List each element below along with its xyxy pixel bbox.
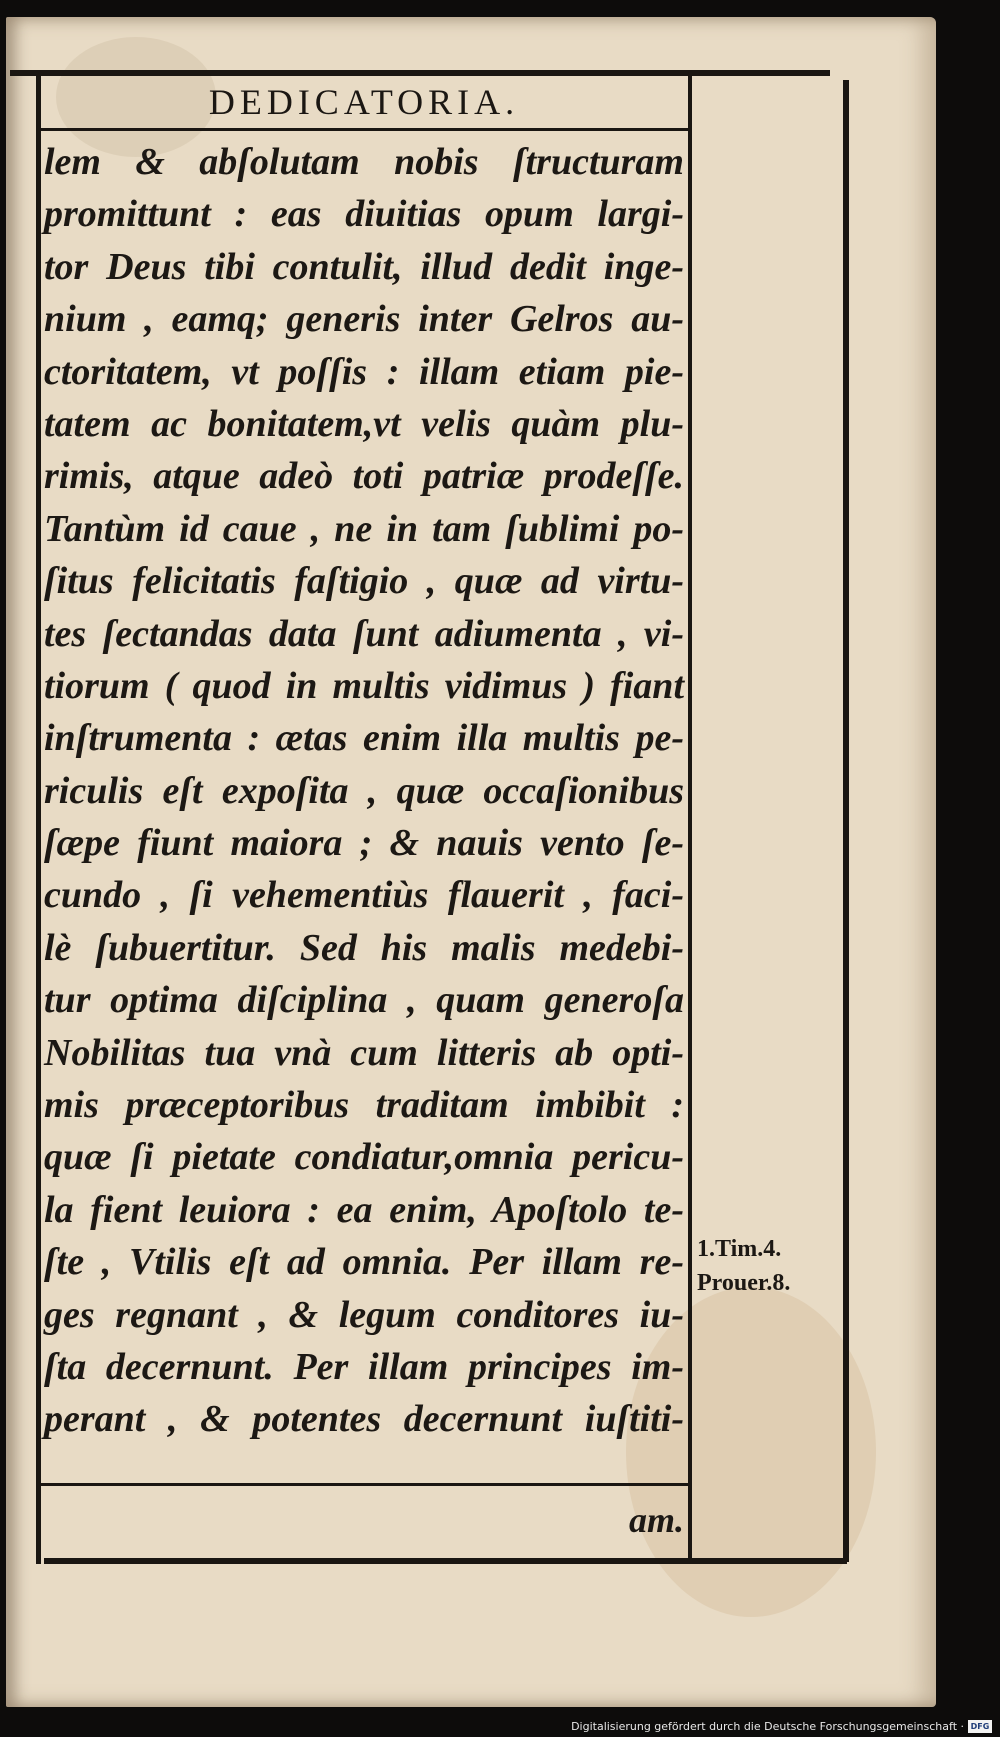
text-line: Tantùm id caue , ne in tam ſublimi po- <box>44 507 684 550</box>
text-line: riculis eſt expoſita , quæ occaſionibus <box>44 769 684 812</box>
top-rule <box>10 70 830 76</box>
text-line: ſta decernunt. Per illam principes im- <box>44 1345 684 1388</box>
text-line: ſte , Vtilis eſt ad omnia. Per illam re- <box>44 1241 684 1284</box>
text-line: perant , & potentes decernunt iuſtiti- <box>44 1398 684 1441</box>
text-line: ſæpe fiunt maiora ; & nauis vento ſe- <box>44 822 684 865</box>
text-line: tiorum ( quod in multis vidimus ) fiant <box>44 664 684 707</box>
text-line: la fient leuiora : ea enim, Apoſtolo te- <box>44 1188 684 1231</box>
text-line: lem & abſolutam nobis ſtructuram <box>44 141 684 183</box>
footer-credit: Digitalisierung gefördert durch die Deutsche Forschungsgemeinschaft · <box>571 1720 964 1733</box>
text-line: tor Deus tibi contulit, illud dedit inge- <box>44 245 684 288</box>
text-line: tur optima diſciplina , quam generoſa <box>44 979 684 1022</box>
running-head: DEDICATORIA. <box>208 82 520 122</box>
text-line: cundo , ſi vehementiùs flauerit , faci- <box>44 874 684 917</box>
dfg-logo-icon: DFG <box>968 1720 992 1733</box>
bottom-rule <box>44 1558 847 1564</box>
text-line: tatem ac bonitatem,vt velis quàm plu- <box>44 402 684 445</box>
text-line: ges regnant , & legum conditores iu- <box>44 1293 684 1336</box>
footer-rule <box>38 1483 690 1486</box>
text-line: ſitus felicitatis faſtigio , quæ ad virtu- <box>44 560 684 603</box>
text-line: inſtrumenta : ætas enim illa multis pe- <box>44 717 684 760</box>
margin-note: Prouer.8. <box>697 1270 791 1296</box>
margin-note: 1.Tim.4. <box>697 1236 782 1262</box>
text-line: mis præceptoribus traditam imbibit : <box>44 1084 684 1127</box>
text-line: nium , eamq; generis inter Gelros au- <box>44 298 684 341</box>
text-line: quæ ſi pietate condiatur,omnia pericu- <box>44 1136 684 1179</box>
text-line: ctoritatem, vt poſſis : illam etiam pie- <box>44 350 684 393</box>
text-line: tes ſectandas data ſunt adiumenta , vi- <box>44 612 684 655</box>
margin-divider-rule <box>688 74 692 1560</box>
text-line: promittunt : eas diuitias opum largi- <box>44 193 684 236</box>
header-rule <box>38 128 690 131</box>
text-line: rimis, atque adeò toti patriæ prodeſſe. <box>44 455 684 498</box>
left-frame-rule <box>36 74 41 1564</box>
text-line: lè ſubuertitur. Sed his malis medebi- <box>44 926 684 969</box>
text-line: Nobilitas tua vnà cum litteris ab opti- <box>44 1031 684 1074</box>
catchword: am. <box>628 1500 684 1540</box>
digitization-footer <box>0 1716 1000 1737</box>
right-frame-rule <box>843 80 849 1562</box>
margin-notes <box>697 1232 843 1300</box>
body-text <box>44 136 684 1446</box>
